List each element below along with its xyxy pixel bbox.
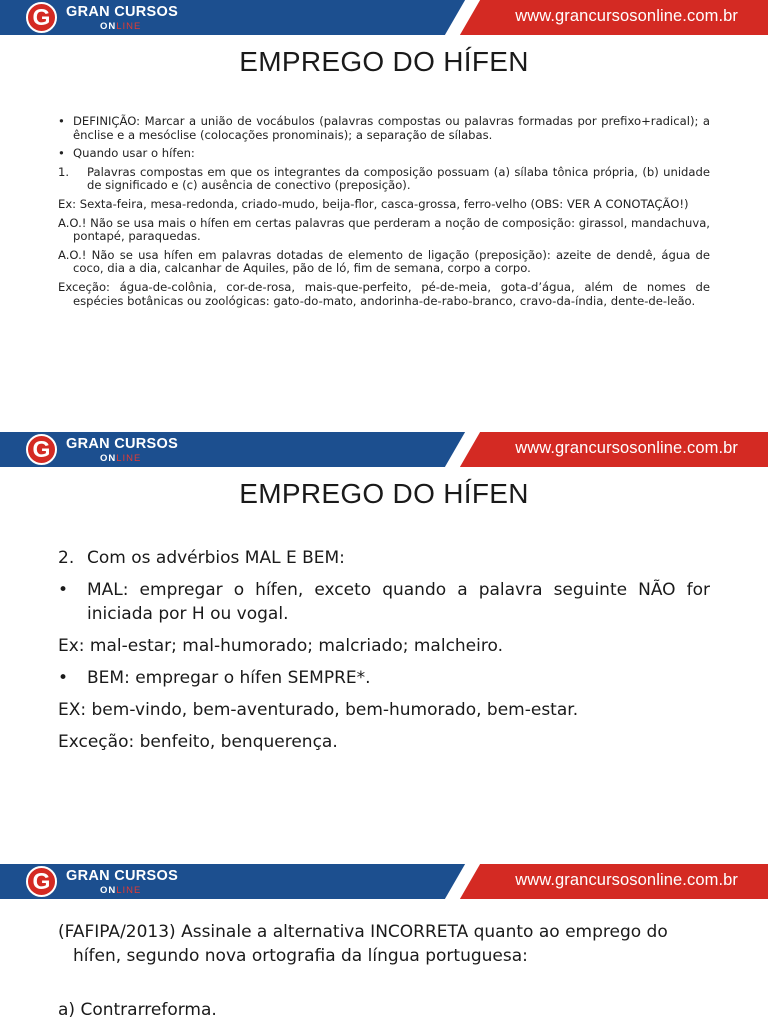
logo-online: ONLINE xyxy=(100,453,142,464)
logo-brand: GRAN CURSOS xyxy=(66,436,179,452)
list-item: EX: bem-vindo, bem-aventurado, bem-humorado, bem-estar. xyxy=(58,700,579,720)
list-item: Ex: Sexta-feira, mesa-redonda, criado-mudo, beija-flor, casca-grossa, ferro-velho (OBS: VER A CONOTAÇÃO!) xyxy=(58,196,689,211)
site-url: www.grancursosonline.com.br xyxy=(515,871,738,889)
logo-brand: GRAN CURSOS xyxy=(66,4,179,20)
list-item: A.O.! Não se usa hífen em palavras dotadas de elemento de ligação (preposição): azeite de dendê, água de coco, dia a dia, calcanhar de Aquiles, pão de ló, fim de semana, corpo a corpo. xyxy=(58,247,710,276)
slide-body xyxy=(58,920,710,1024)
slide-3 xyxy=(0,864,768,1024)
list-item: • Quando usar o hífen: xyxy=(58,146,195,161)
list-item: • DEFINIÇÃO: Marcar a união de vocábulos (palavras compostas ou palavras formadas por prefixo+radical); a ênclise e a mesóclise (colocações pronominais); a separação de sílabas. xyxy=(58,114,710,142)
logo-g-icon: G xyxy=(26,866,57,897)
logo-g-icon: G xyxy=(26,434,57,465)
list-item: Exceção: água-de-colônia, cor-de-rosa, mais-que-perfeito, pé-de-meia, gota-d’água, além de nomes de espécies botânicas ou zoológicas: gato-do-mato, andorinha-de-rabo-branco, cravo-da-índia, dente-de-leão. xyxy=(58,279,710,308)
logo-online: ONLINE xyxy=(100,885,142,896)
slide-1 xyxy=(0,0,768,432)
header-bar xyxy=(0,432,768,467)
list-item: Exceção: benfeito, benquerença. xyxy=(58,732,338,752)
question-text: (FAFIPA/2013) Assinale a alternativa INCORRETA quanto ao emprego do hífen, segundo nova ortografia da língua portuguesa: xyxy=(58,922,668,966)
site-url: www.grancursosonline.com.br xyxy=(515,439,738,457)
logo-brand: GRAN CURSOS xyxy=(66,868,179,884)
list-item: • MAL: empregar o hífen, exceto quando a palavra seguinte NÃO for iniciada por H ou vogal. xyxy=(58,580,710,624)
list-item: Ex: mal-estar; mal-humorado; malcriado; malcheiro. xyxy=(58,636,503,656)
slide-title: EMPREGO DO HÍFEN xyxy=(239,46,529,77)
slide-2 xyxy=(0,432,768,864)
option-a: a) Contrarreforma. xyxy=(58,1000,217,1020)
gran-cursos-logo xyxy=(26,866,216,897)
slide-body xyxy=(58,115,710,313)
gran-cursos-logo xyxy=(26,434,216,465)
slide-title: EMPREGO DO HÍFEN xyxy=(239,478,529,509)
list-item: A.O.! Não se usa mais o hífen em certas palavras que perderam a noção de composição: girassol, mandachuva, pontapé, paraquedas. xyxy=(58,215,710,244)
header-bar xyxy=(0,0,768,35)
header-bar xyxy=(0,864,768,899)
list-item: • BEM: empregar o hífen SEMPRE*. xyxy=(58,668,371,688)
gran-cursos-logo xyxy=(26,2,216,33)
logo-g-icon: G xyxy=(26,2,57,33)
logo-online: ONLINE xyxy=(100,21,142,32)
list-item: 2. Com os advérbios MAL E BEM: xyxy=(58,548,345,568)
slide-body xyxy=(58,546,710,762)
list-item: 1. Palavras compostas em que os integrantes da composição possuam (a) sílaba tônica própria, (b) unidade de significado e (c) ausência de conectivo (preposição). xyxy=(58,164,710,193)
site-url: www.grancursosonline.com.br xyxy=(515,7,738,25)
